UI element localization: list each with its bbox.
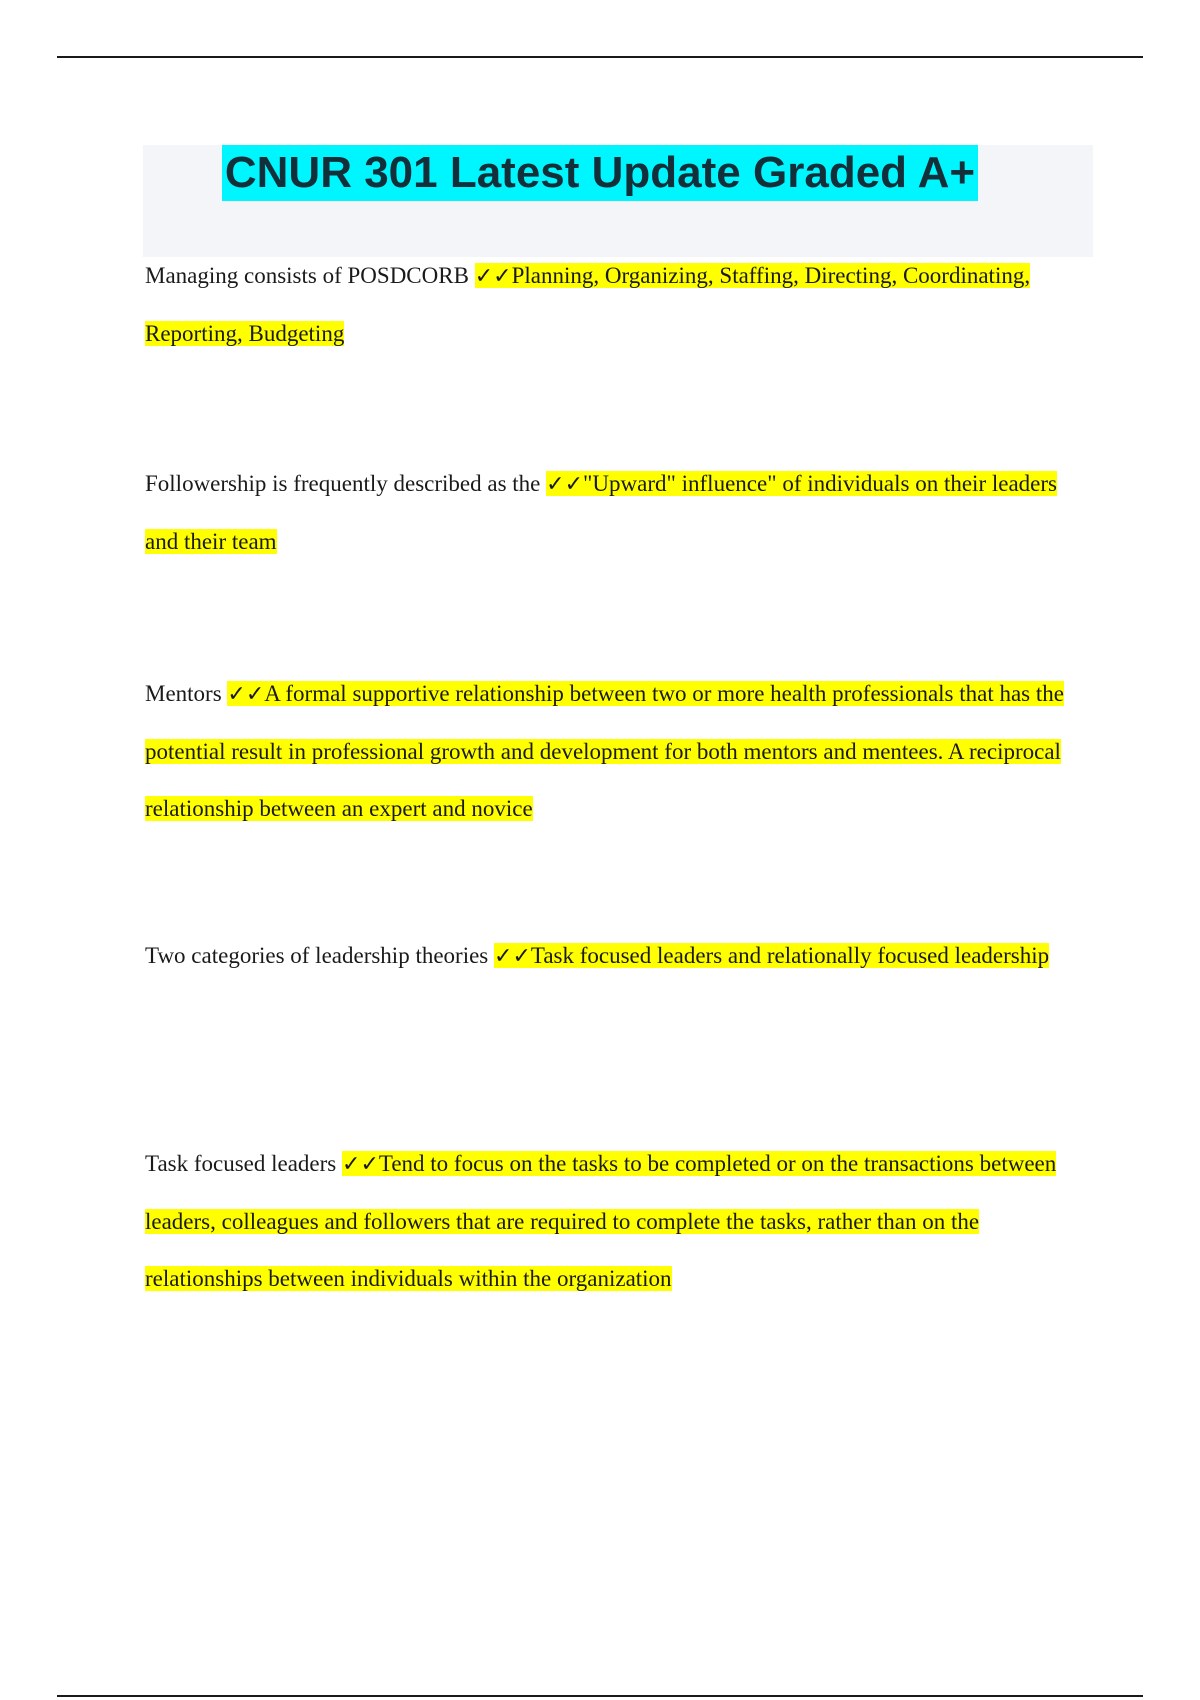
qa-entry — [145, 927, 1080, 985]
qa-answer: A formal supportive relationship between two or more health professionals that has the potential result in professional growth and development for both mentors and mentees. A reciprocal relationship between an expert and novice — [145, 681, 1064, 821]
qa-answer-highlight — [145, 681, 1064, 821]
qa-answer: Tend to focus on the tasks to be completed or on the transactions between leaders, colleagues and followers that are required to complete the tasks, rather than on the relationships between individuals within the organization — [145, 1151, 1057, 1291]
double-check-icon: ✓✓ — [474, 264, 512, 289]
document-title-text: CNUR 301 Latest Update Graded A+ — [222, 145, 978, 201]
qa-term: Two categories of leadership theories — [145, 943, 489, 968]
document-title — [0, 145, 1200, 201]
qa-entry — [145, 1135, 1080, 1307]
qa-entry — [145, 247, 1080, 362]
qa-answer: Task focused leaders and relationally focused leadership — [530, 943, 1050, 968]
double-check-icon: ✓✓ — [494, 944, 531, 969]
double-check-icon: ✓✓ — [227, 682, 265, 707]
footer-rule — [57, 1695, 1143, 1697]
qa-term: Managing consists of POSDCORB — [145, 263, 469, 288]
qa-answer: "Upward" influence" of individuals on their leaders and their team — [145, 471, 1057, 554]
qa-term: Followership is frequently described as the — [145, 471, 541, 496]
double-check-icon: ✓✓ — [546, 472, 584, 497]
qa-answer: Planning, Organizing, Staffing, Directing, Coordinating, Reporting, Budgeting — [145, 263, 1031, 346]
qa-entry — [145, 455, 1080, 570]
double-check-icon: ✓✓ — [342, 1152, 379, 1177]
qa-term: Mentors — [145, 681, 222, 706]
qa-entry — [145, 665, 1080, 837]
qa-answer-highlight — [494, 943, 1049, 968]
qa-term: Task focused leaders — [145, 1151, 337, 1176]
header-rule — [57, 56, 1143, 58]
